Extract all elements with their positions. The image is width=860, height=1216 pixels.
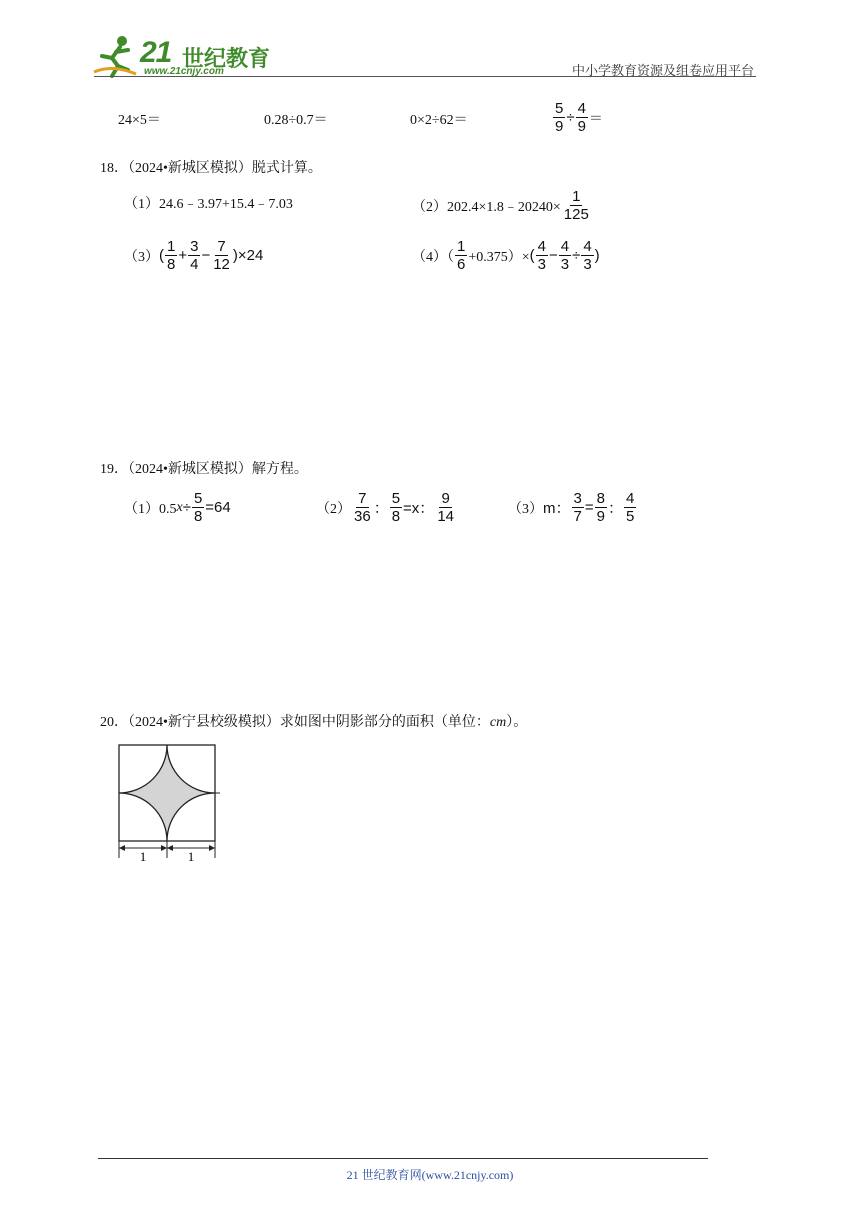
part-label: （4）（ xyxy=(412,249,454,265)
shaded-area-figure xyxy=(110,740,230,864)
shaded-region xyxy=(119,745,215,841)
fraction: $\frac{4}{3}$ xyxy=(560,238,570,273)
site-logo xyxy=(92,34,271,78)
operator: + xyxy=(178,247,188,264)
site-tagline: 中小学教育资源及组卷应用平台 xyxy=(571,63,754,78)
expression: =x： xyxy=(403,500,435,517)
q17-item-3: 0×2÷62＝ xyxy=(410,113,468,128)
expression: m： xyxy=(543,500,571,517)
operator: − xyxy=(201,247,211,264)
operator: = xyxy=(584,499,594,516)
q18-title: 18．（2024•新城区模拟）脱式计算。 xyxy=(100,161,322,176)
fraction: $\frac{3}{4}$ xyxy=(190,238,199,273)
q19-title: 19．（2024•新城区模拟）解方程。 xyxy=(100,462,308,477)
fraction: $\frac{4}{3}$ xyxy=(537,238,546,273)
fraction: $\frac{5}{8}$ xyxy=(193,490,203,525)
q17-item-2: 0.28÷0.7＝ xyxy=(264,113,328,128)
logo-text: 世纪教育 xyxy=(182,47,271,72)
expression: ×24 xyxy=(237,247,264,264)
q20-unit: cm xyxy=(489,715,507,730)
fraction: $\frac{9}{14}$ xyxy=(437,490,454,525)
q18-part-2 xyxy=(412,188,592,223)
fraction: $\frac{4}{3}$ xyxy=(583,238,592,273)
footer-text: 21 世纪教育网(www.21cnjy.com) xyxy=(346,1168,514,1182)
fraction: $\frac{8}{9}$ xyxy=(596,490,605,525)
logo-number: 21 xyxy=(140,36,172,69)
q18-part-1: （1）24.6﹣3.97+15.4﹣7.03 xyxy=(124,197,293,212)
variable: x xyxy=(176,499,183,515)
expression: （1）0.5 xyxy=(124,501,177,517)
fraction: $\frac{1}{8}$ xyxy=(167,238,176,273)
fraction: $\frac{5}{9}$ xyxy=(555,100,564,135)
fraction: $\frac{1}{125}$ xyxy=(563,188,589,223)
q20-title xyxy=(100,711,527,731)
part-label: （3） xyxy=(508,501,543,517)
fraction: $\frac{7}{36}$ xyxy=(354,490,371,525)
q17-item-4 xyxy=(552,100,603,135)
runner-logo-icon xyxy=(92,34,140,78)
paren: ( xyxy=(529,247,535,264)
q20-title-text: 20．（2024•新宁县校级模拟）求如图中阴影部分的面积（单位： xyxy=(100,715,490,730)
paren: ( xyxy=(159,247,164,264)
dimension-label-right: 1 xyxy=(187,849,195,864)
q20-title-end: ）。 xyxy=(506,715,528,730)
fraction: $\frac{1}{6}$ xyxy=(457,238,466,273)
operator: ÷ xyxy=(566,109,575,126)
equals: ＝ xyxy=(588,111,603,127)
fraction: $\frac{7}{12}$ xyxy=(213,238,230,273)
logo-url: www.21cnjy.com xyxy=(144,66,224,77)
fraction: $\frac{5}{8}$ xyxy=(391,490,401,525)
operator: − xyxy=(548,247,558,264)
header-divider xyxy=(94,76,756,77)
expression: +0.375）× xyxy=(468,249,530,265)
q18-part-3 xyxy=(124,238,263,273)
part-label: （3） xyxy=(124,249,159,265)
operator: ÷ xyxy=(572,247,581,264)
q19-part-3 xyxy=(508,490,637,525)
dimension-label-left: 1 xyxy=(139,849,147,864)
fraction: $\frac{4}{9}$ xyxy=(577,100,586,135)
operator: ÷ xyxy=(182,499,191,516)
fraction: $\frac{3}{7}$ xyxy=(573,490,582,525)
q19-part-1 xyxy=(124,490,231,525)
operator: ： xyxy=(607,500,623,517)
paren: ) xyxy=(232,247,238,264)
q17-item-1: 24×5＝ xyxy=(118,113,161,128)
part-label: （2） xyxy=(316,501,351,517)
expression: （2）202.4×1.8﹣20240× xyxy=(412,199,561,215)
expression: =64 xyxy=(205,499,231,516)
fraction: $\frac{4}{5}$ xyxy=(625,490,635,525)
paren: ) xyxy=(594,247,600,264)
operator: ： xyxy=(373,500,389,517)
q19-part-2 xyxy=(316,490,457,525)
footer-divider xyxy=(98,1158,708,1159)
q18-part-4 xyxy=(412,238,600,273)
